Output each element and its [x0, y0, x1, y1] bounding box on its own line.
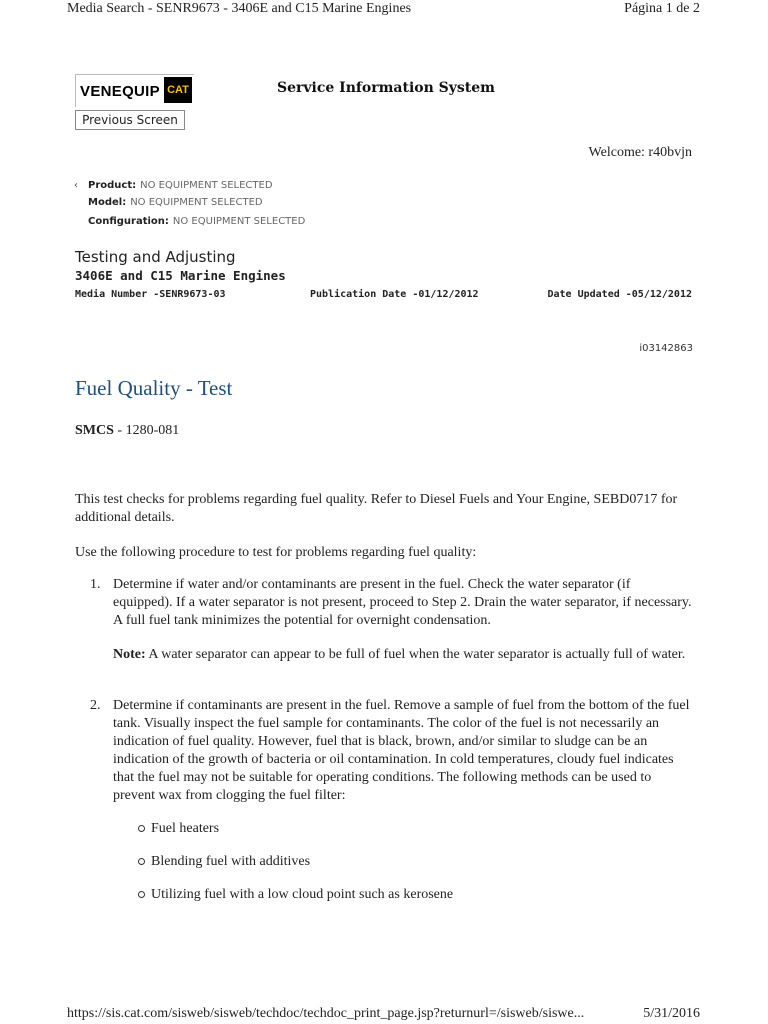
hollow-circle-bullet-icon — [138, 891, 145, 898]
configuration-row — [88, 216, 305, 227]
step-text: Determine if contaminants are present in the fuel. Remove a sample of fuel from the bottom of the fuel tank. Visually inspect the fuel sample for contaminants. The color of the fuel is not necessarily an indication of fuel quality. However, fuel that is black, brown, and/or similar to sludge can be an indication of the growth of bacteria or oil contamination. In cold temperatures, cloudy fuel indicates that the fuel may not be suitable for operating conditions. The following methods can be used to prevent wax from clogging the fuel filter: — [113, 698, 690, 803]
step-number: 2. — [90, 698, 101, 713]
chevron-left-icon[interactable]: ‹ — [74, 180, 78, 191]
hollow-circle-bullet-icon — [138, 825, 145, 832]
footer-url: https://sis.cat.com/sisweb/sisweb/techdoc/techdoc_print_page.jsp?returnurl=/sisweb/siswe... — [67, 1006, 585, 1021]
media-number: Media Number -SENR9673-03 — [75, 289, 226, 300]
step-number: 1. — [90, 577, 101, 592]
list-item: Blending fuel with additives — [151, 854, 311, 869]
date-updated: Date Updated -05/12/2012 — [547, 289, 692, 300]
smcs-value: - 1280-081 — [113, 423, 180, 438]
intro-paragraph: This test checks for problems regarding fuel quality. Refer to Diesel Fuels and Your Engine, SEBD0717 for additional details. — [75, 492, 678, 525]
section-title: Testing and Adjusting — [75, 248, 236, 266]
page-title: Fuel Quality - Test — [75, 376, 233, 400]
document-id: i03142863 — [639, 343, 693, 354]
publication-date: Publication Date -01/12/2012 — [310, 289, 479, 300]
list-item: Utilizing fuel with a low cloud point such as kerosene — [151, 887, 454, 902]
previous-screen-button[interactable]: Previous Screen — [75, 110, 185, 130]
engine-title: 3406E and C15 Marine Engines — [75, 268, 286, 283]
model-label: Model: — [88, 197, 127, 208]
model-row — [88, 197, 263, 208]
product-row[interactable] — [75, 180, 273, 191]
welcome-text: Welcome: r40bvjn — [588, 145, 692, 160]
product-value: NO EQUIPMENT SELECTED — [140, 180, 273, 191]
logo-cat-badge: CAT — [164, 77, 192, 103]
note-paragraph — [113, 646, 693, 664]
print-header-page: Página 1 de 2 — [624, 1, 700, 16]
venequip-cat-logo — [75, 74, 194, 107]
smcs-code — [75, 423, 179, 439]
product-label: Product: — [88, 180, 137, 191]
smcs-label: SMCS — [75, 423, 114, 438]
note-text: A water separator can appear to be full of fuel when the water separator is actually full of water. — [145, 647, 686, 662]
system-title: Service Information System — [277, 80, 495, 96]
step-text: Determine if water and/or contaminants are present in the fuel. Check the water separator (if equipped). If a water separator is not present, proceed to Step 2. Drain the water separator, if necessary. A full fuel tank minimizes the potential for overnight condensation. — [113, 577, 692, 628]
note-label: Note: — [113, 647, 146, 662]
configuration-value: NO EQUIPMENT SELECTED — [172, 216, 306, 227]
hollow-circle-bullet-icon — [138, 858, 145, 865]
print-header-title: Media Search - SENR9673 - 3406E and C15 Marine Engines — [67, 1, 412, 16]
model-value: NO EQUIPMENT SELECTED — [130, 197, 263, 208]
logo-dealer-text: VENEQUIP — [80, 82, 160, 100]
configuration-label: Configuration: — [88, 216, 169, 227]
list-item: Fuel heaters — [151, 821, 220, 836]
footer-date: 5/31/2016 — [643, 1006, 700, 1021]
procedure-intro: Use the following procedure to test for problems regarding fuel quality: — [75, 545, 477, 560]
